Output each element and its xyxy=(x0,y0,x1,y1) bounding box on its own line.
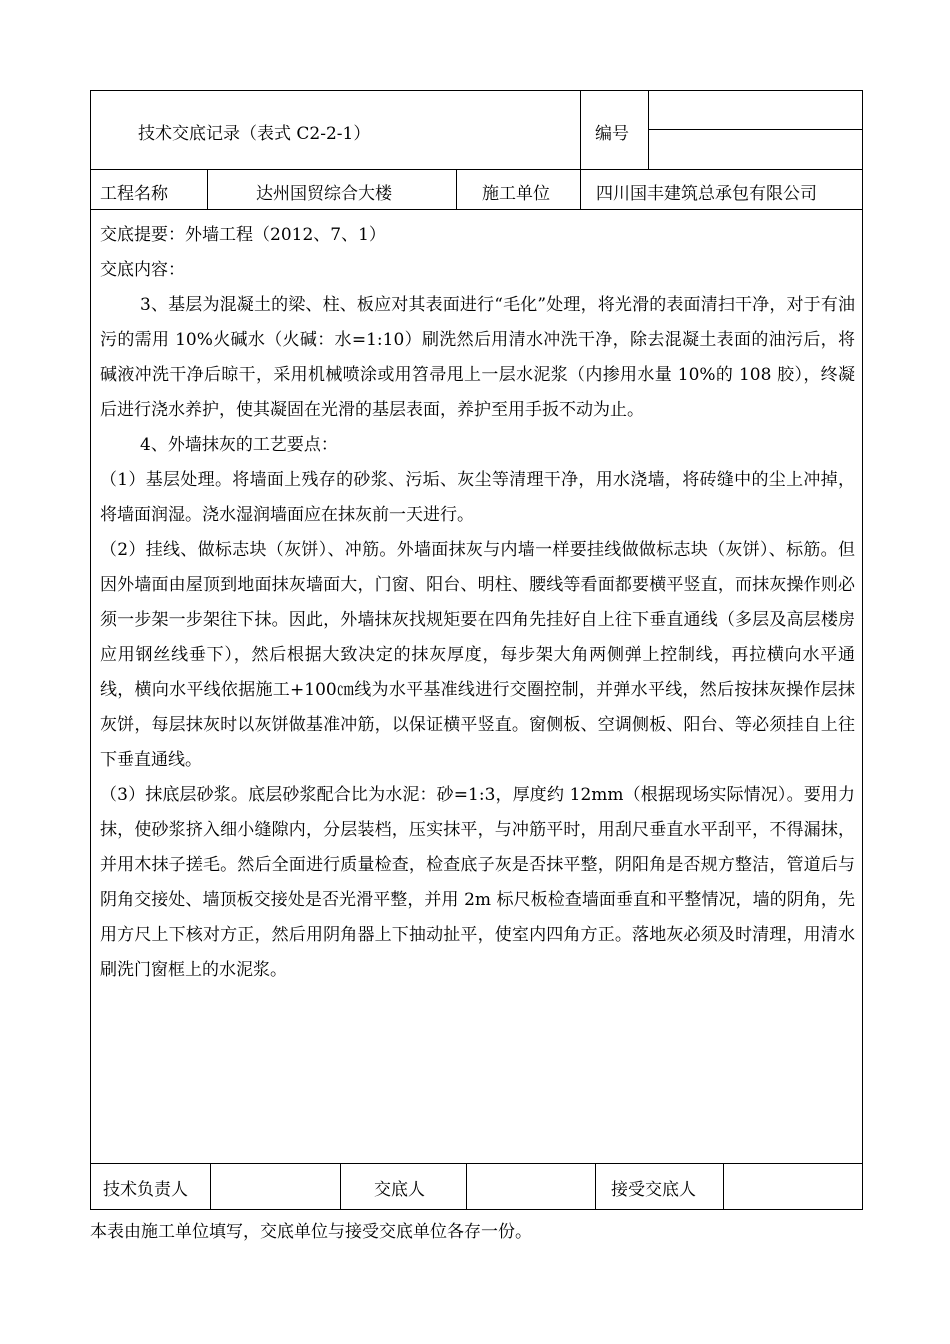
header-divider-2 xyxy=(648,90,649,170)
sig-divider-5 xyxy=(723,1163,724,1210)
sig-divider-1 xyxy=(210,1163,211,1210)
row-divider-signatures xyxy=(90,1163,863,1164)
paragraph-4-1: （1）基层处理。将墙面上残存的砂浆、污垢、灰尘等清理干净，用水浇墙，将砖缝中的尘上冲掉，将墙面润湿。浇水湿润墙面应在抹灰前一天进行。 xyxy=(100,470,855,525)
sig-divider-3 xyxy=(466,1163,467,1210)
info-divider-2 xyxy=(456,169,457,210)
tech-lead-label: 技术负责人 xyxy=(103,1180,188,1200)
info-divider-3 xyxy=(580,169,581,210)
receiver-label: 接受交底人 xyxy=(611,1180,696,1200)
sig-divider-2 xyxy=(340,1163,341,1210)
form-title: 技术交底记录（表式 C2-2-1） xyxy=(138,124,371,144)
paragraph-4-2: （2）挂线、做标志块（灰饼）、冲筋。外墙面抹灰与内墙一样要挂线做做标志块（灰饼）、标筋。但因外墙面由屋顶到地面抹灰墙面大，门窗、阳台、明柱、腰线等看面都要横平竖直，而抹灰操作则必须一步架一步架往下抹。因此，外墙抹灰找规矩要在四角先挂好自上往下垂直通线（多层及高层楼房应用钢丝线垂下），然后根据大致决定的抹灰厚度，每步架大角两侧弹上控制线，再拉横向水平通线，横向水平线依据施工+100㎝线为水平基准线进行交圈控制，并弹水平线，然后按抹灰操作层抹灰饼，每层抹灰时以灰饼做基准冲筋，以保证横平竖直。窗侧板、空调侧板、阳台、等必须挂自上往下垂直通线。 xyxy=(100,540,855,770)
number-cell-divider xyxy=(648,129,863,130)
disclosure-content xyxy=(100,218,855,988)
disclosure-form xyxy=(90,90,863,1210)
footnote: 本表由施工单位填写，交底单位与接受交底单位各存一份。 xyxy=(90,1222,532,1242)
content-label: 交底内容： xyxy=(100,260,185,280)
project-name-label: 工程名称 xyxy=(100,184,168,204)
row-divider-info xyxy=(90,209,863,210)
construction-unit-label: 施工单位 xyxy=(482,184,550,204)
construction-unit-value: 四川国丰建筑总承包有限公司 xyxy=(596,184,817,204)
paragraph-4: 4、外墙抹灰的工艺要点： xyxy=(140,435,338,455)
sig-divider-4 xyxy=(595,1163,596,1210)
paragraph-4-3: （3）抹底层砂浆。底层砂浆配合比为水泥：砂=1:3，厚度约 12mm（根据现场实际情况）。要用力抹，使砂浆挤入细小缝隙内，分层装档，压实抹平，与冲筋平时，用刮尺垂直水平刮平，不得漏抹，并用木抹子搓毛。然后全面进行质量检查，检查底子灰是否抹平整，阴阳角是否规方整洁，管道后与阴角交接处、墙顶板交接处是否光滑平整，并用 2m 标尺板检查墙面垂直和平整情况，墙的阴角，先用方尺上下核对方正，然后用阴角器上下抽动扯平，使室内四角方正。落地灰必须及时清理，用清水刷洗门窗框上的水泥浆。 xyxy=(100,785,855,980)
paragraph-3: 3、基层为混凝土的梁、柱、板应对其表面进行“毛化”处理，将光滑的表面清扫干净，对于有油污的需用 10%火碱水（火碱：水=1:10）刷洗然后用清水冲洗干净，除去混凝土表面的油污后，将碱液冲洗干净后晾干，采用机械喷涂或用笤帚甩上一层水泥浆（内掺用水量 10%的 108 胶），终凝后进行浇水养护，使其凝固在光滑的基层表面，养护至用手扳不动为止。 xyxy=(100,295,855,420)
discloser-label: 交底人 xyxy=(374,1180,425,1200)
header-divider-1 xyxy=(580,90,581,170)
number-label: 编号 xyxy=(595,124,629,144)
row-divider-header xyxy=(90,169,863,170)
disclosure-summary: 交底提要：外墙工程（2012、7、1） xyxy=(100,225,386,245)
project-name-value: 达州国贸综合大楼 xyxy=(256,184,392,204)
info-divider-1 xyxy=(207,169,208,210)
